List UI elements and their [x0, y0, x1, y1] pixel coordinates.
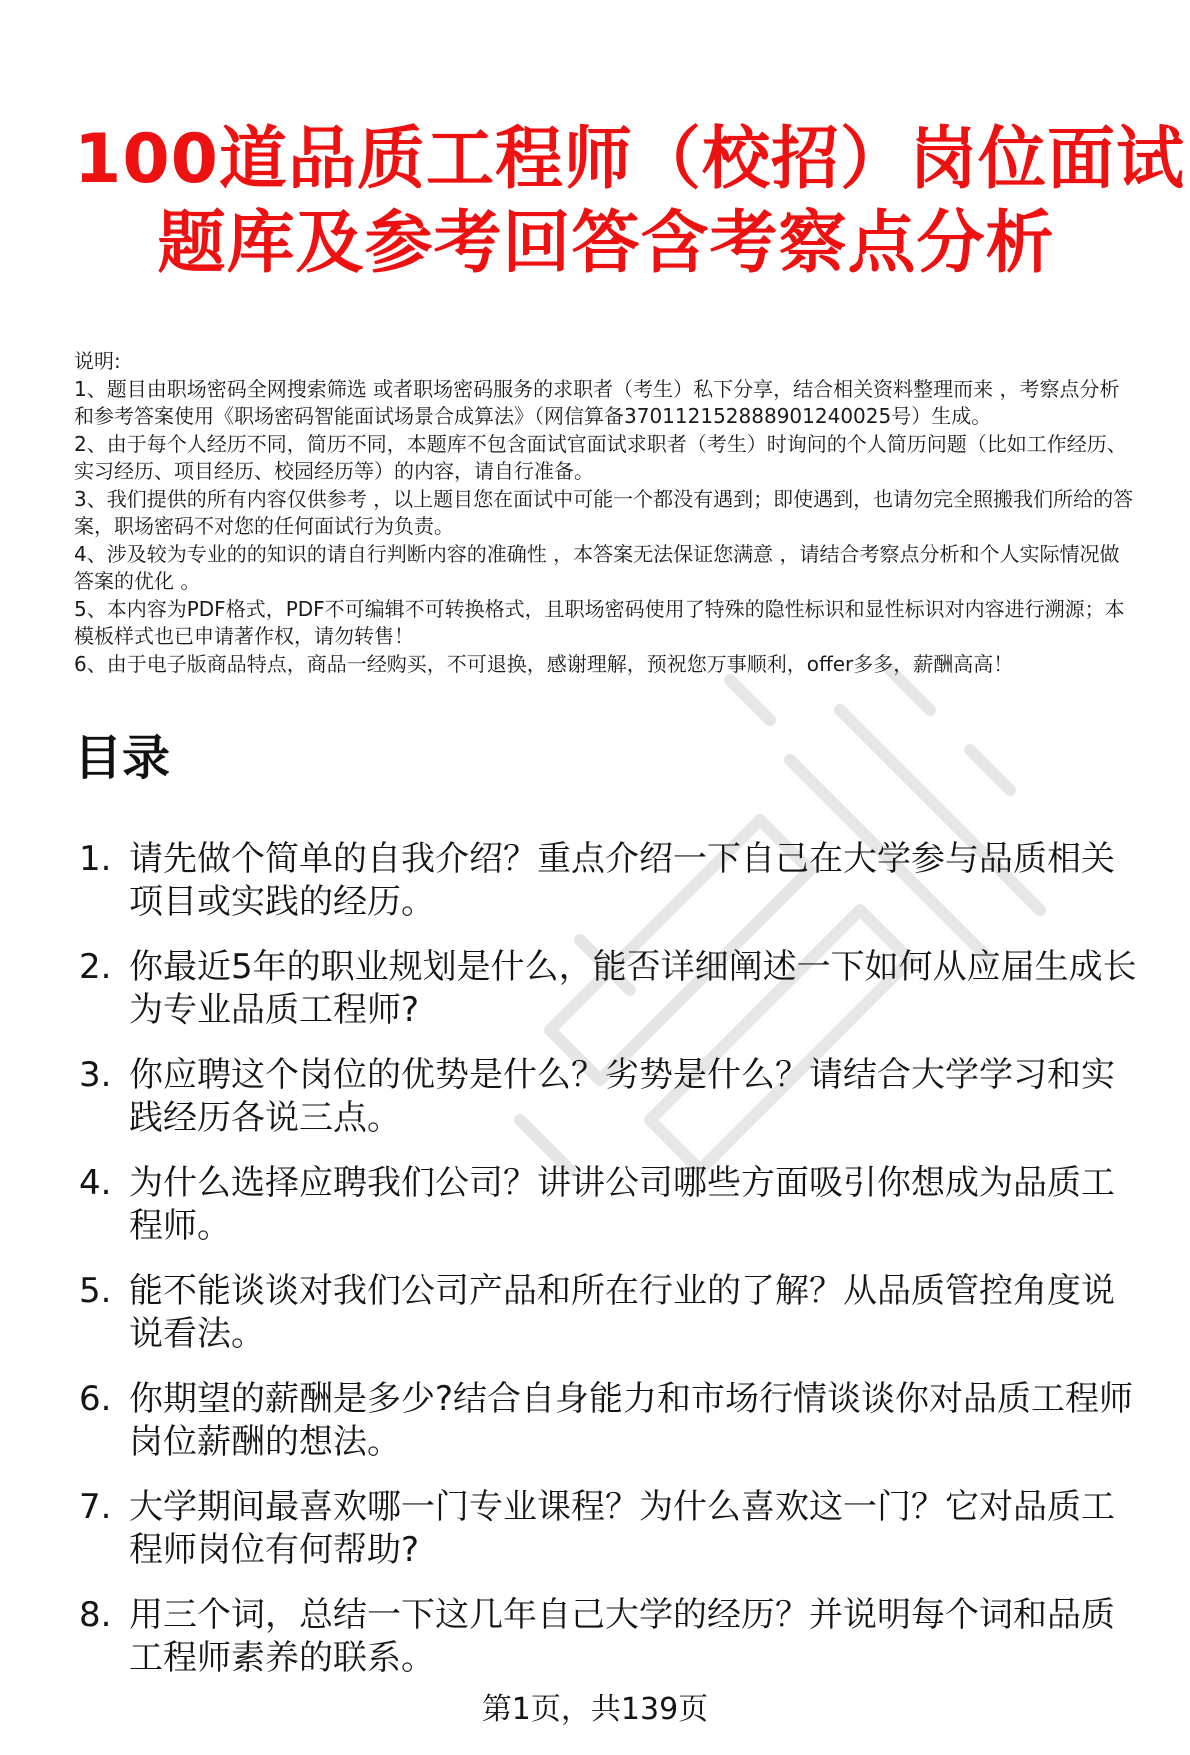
- toc-item-text: 为什么选择应聘我们公司？讲讲公司哪些方面吸引你想成为品质工程师。: [129, 1163, 1115, 1246]
- toc-item-number: 5.: [79, 1271, 112, 1311]
- toc-item[interactable]: [74, 1594, 1138, 1680]
- toc-list: [74, 838, 1138, 1680]
- toc-item[interactable]: [74, 1378, 1138, 1464]
- toc-item-text: 你应聘这个岗位的优势是什么？劣势是什么？请结合大学学习和实践经历各说三点。: [129, 1055, 1115, 1138]
- toc-item-number: 1.: [79, 839, 112, 879]
- toc-item-number: 3.: [79, 1055, 112, 1095]
- toc-item[interactable]: [74, 946, 1138, 1032]
- toc-item[interactable]: [74, 1054, 1138, 1140]
- toc-heading: 目录: [74, 730, 171, 786]
- toc-item-number: 2.: [79, 947, 112, 987]
- toc-item-text: 你期望的薪酬是多少?结合自身能力和市场行情谈谈你对品质工程师岗位薪酬的想法。: [129, 1379, 1134, 1462]
- toc-item-number: 4.: [79, 1163, 112, 1203]
- toc-item-text: 大学期间最喜欢哪一门专业课程？为什么喜欢这一门？它对品质工程师岗位有何帮助?: [129, 1487, 1115, 1570]
- toc-item[interactable]: [74, 1270, 1138, 1356]
- title-line-1: 100道品质工程师（校招）岗位面试: [74, 120, 1185, 199]
- title-line-2: 题库及参考回答含考察点分析: [157, 204, 1055, 283]
- toc-item-text: 请先做个简单的自我介绍？重点介绍一下自己在大学参与品质相关项目或实践的经历。: [129, 839, 1115, 922]
- toc-item-number: 8.: [79, 1595, 112, 1635]
- document-title: [74, 0, 1185, 286]
- note-item: 4、涉及较为专业的的知识的请自行判断内容的准确性 ，本答案无法保证您满意 ，请结合考察点分析和个人实际情况做答案的优化 。: [74, 541, 1120, 593]
- note-item: 6、由于电子版商品特点，商品一经购买，不可退换，感谢理解，预祝您万事顺利，offer多多，薪酬高高！: [74, 651, 1014, 676]
- notes-section: [74, 348, 1138, 678]
- toc-item-number: 7.: [79, 1487, 112, 1527]
- note-item: 5、本内容为PDF格式，PDF不可编辑不可转换格式，且职场密码使用了特殊的隐性标识和显性标识对内容进行溯源；本模板样式也已申请著作权，请勿转售！: [74, 596, 1125, 648]
- toc-item-number: 6.: [79, 1379, 112, 1419]
- page-number-footer: 第1页，共139页: [481, 1692, 709, 1727]
- note-item: 1、题目由职场密码全网搜索筛选 或者职场密码服务的求职者（考生）私下分享，结合相关资料整理而来 ，考察点分析和参考答案使用《职场密码智能面试场景合成算法》（网信算备370112152888901240025号）生成。: [74, 376, 1120, 428]
- toc-item-text: 用三个词，总结一下这几年自己大学的经历？并说明每个词和品质工程师素养的联系。: [129, 1595, 1115, 1678]
- toc-item[interactable]: [74, 1162, 1138, 1248]
- note-item: 3、我们提供的所有内容仅供参考 ，以上题目您在面试中可能一个都没有遇到；即使遇到，也请勿完全照搬我们所给的答案，职场密码不对您的任何面试行为负责。: [74, 486, 1134, 538]
- toc-item-text: 你最近5年的职业规划是什么，能否详细阐述一下如何从应届生成长为专业品质工程师?: [129, 947, 1137, 1030]
- toc-item-text: 能不能谈谈对我们公司产品和所在行业的了解？从品质管控角度说说看法。: [129, 1271, 1115, 1354]
- notes-heading: 说明:: [74, 349, 121, 373]
- note-item: 2、由于每个人经历不同，简历不同，本题库不包含面试官面试求职者（考生）时询问的个人简历问题（比如工作经历、实习经历、项目经历、校园经历等）的内容，请自行准备。: [74, 431, 1127, 483]
- toc-item[interactable]: [74, 838, 1138, 924]
- toc-item[interactable]: [74, 1486, 1138, 1572]
